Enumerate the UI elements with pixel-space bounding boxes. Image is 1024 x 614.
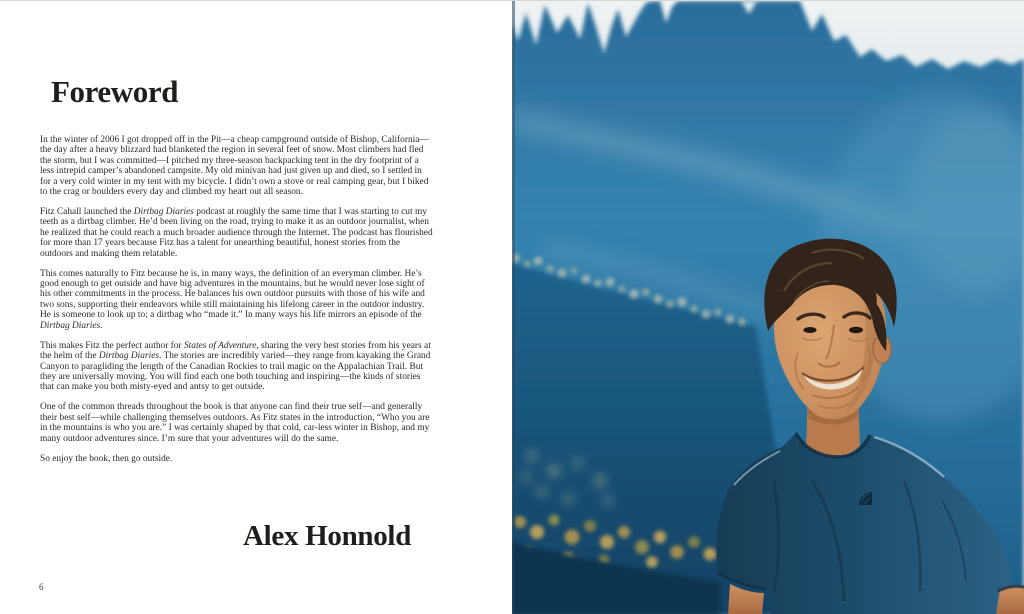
italic-title-text: Dirtbag Diaries <box>40 320 101 331</box>
foreword-paragraph <box>40 402 433 444</box>
photo-page <box>512 1 1024 614</box>
foreword-paragraph <box>40 341 433 393</box>
foreword-page <box>0 1 512 614</box>
paragraph-text: Fitz Cahall launched the <box>40 207 134 218</box>
paragraph-text: . The stories are incredibly varied—they range from kayaking the Grand Canyon to paragliding the length of the Canadian Rockies to trail magic on the Appalachian Trail. But they are universally moving. You will find each one both touching and inspiring—the kinds of stories that can make you both misty-eyed and antsy to get outside. <box>40 351 431 393</box>
author-signature: Alex Honnold <box>243 520 412 552</box>
paragraph-text: . <box>100 320 103 331</box>
paragraph-text: In the winter of 2006 I got dropped off in the Pit—a cheap campground outside of Bishop, California—the day after a heavy blizzard had blanketed the region in several feet of snow. Most climbers had fled the storm, but I was committed—I pitched my three-season backpacking tent in the dry footprint of a less intrepid camper’s abandoned campsite. My old minivan had just given up and died, so I settled in for a very cold winter in my tent with my bicycle. I didn’t own a stove or real camping gear, but I biked to the crag or boulders every day and climbed my heart out all season. <box>40 135 429 198</box>
paragraph-text: , sharing the very best stories from his years at the helm of the <box>40 340 431 362</box>
foreword-paragraph <box>40 269 433 331</box>
paragraph-text: So enjoy the book, then go outside. <box>40 453 173 464</box>
gutter-edge <box>512 1 515 614</box>
alex-honnold-photo <box>512 1 1024 614</box>
paragraph-text: This makes Fitz the perfect author for <box>40 340 184 351</box>
paragraph-text: podcast at roughly the same time that I was starting to cut my teeth as a dirtbag climber. He’d been living on the road, trying to make it as an outdoor journalist, when he realized that he could reach a much broader audience through the Internet. The podcast has flourished for more than 17 years because Fitz has a talent for unearthing beautiful, honest stories from the outdoors and making them relatable. <box>40 207 433 259</box>
italic-title-text: Dirtbag Diaries <box>98 351 160 362</box>
foreword-paragraph <box>40 207 433 259</box>
paragraph-text: One of the common threads throughout the book is that anyone can find their true self—and generally their best self—while challenging themselves outdoors. As Fitz states in the introduction, “Who you are in the mountains is who you are.” I was certainly shaped by that cold, car-less winter in Bishop, and my many outdoor adventures since. I’m sure that your adventures will do the same. <box>40 402 430 444</box>
page-number: 6 <box>39 582 44 592</box>
foreword-paragraph <box>40 135 433 197</box>
italic-title-text: Dirtbag Diaries <box>133 207 194 218</box>
foreword-body-text <box>40 135 433 474</box>
page-title: Foreword <box>51 73 179 109</box>
italic-title-text: States of Adventure <box>183 340 257 351</box>
foreword-paragraph <box>40 454 433 464</box>
paragraph-text: This comes naturally to Fitz because he is, in many ways, the definition of an everyman climber. He’s good enough to get outside and have big adventures in the mountains, but he would never lose sight of his other commitments in the process. He balances his own outdoor pursuits with those of his wife and two sons, supporting their endeavors while still maintaining his lifelong career in the outdoor industry. He is someone to look up to; a dirtbag who “made it.” In many ways his life mirrors an episode of the <box>40 268 425 321</box>
